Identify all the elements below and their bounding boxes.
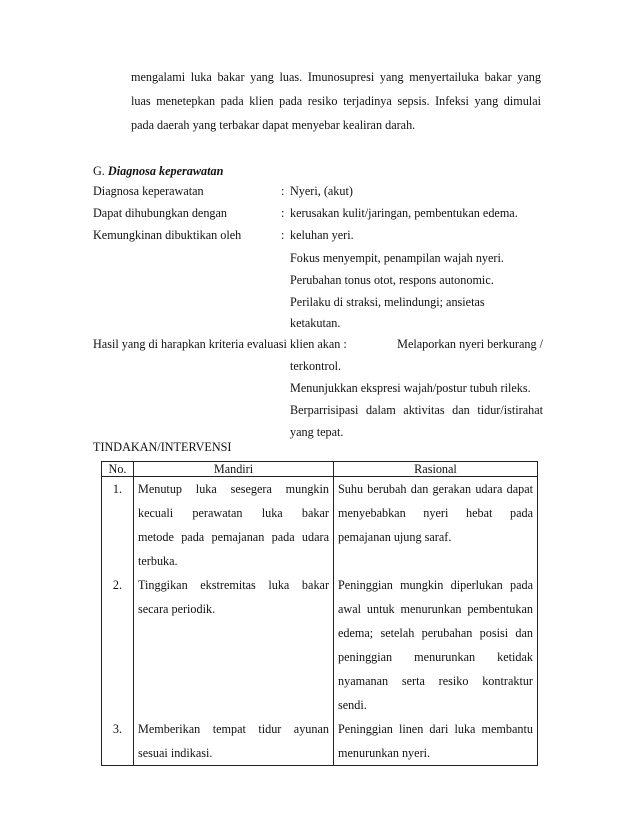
field-colon: : bbox=[281, 228, 285, 242]
mandiri-line: Memberikan tempat tidur ayunan bbox=[138, 722, 329, 736]
header-mandiri: Mandiri bbox=[134, 462, 334, 477]
table-row bbox=[102, 717, 538, 766]
mandiri-cell bbox=[134, 717, 334, 766]
mandiri-line: Menutup luka sesegera mungkin bbox=[138, 482, 329, 496]
outcome-row bbox=[93, 334, 543, 354]
table-header-row bbox=[102, 462, 538, 477]
outcome-line: Menunjukkan ekspresi wajah/postur tubuh rileks. bbox=[290, 381, 531, 395]
rasional-line: awal untuk menurunkan pembentukan bbox=[338, 602, 533, 616]
rasional-line: pemajanan ujung saraf. bbox=[338, 530, 452, 544]
outcome-line: Berparrisipasi dalam aktivitas dan tidur/istirahat bbox=[290, 403, 543, 417]
rasional-cell bbox=[334, 477, 538, 574]
outcome-line: yang tepat. bbox=[290, 425, 344, 439]
row-number: 3. bbox=[102, 717, 134, 766]
rasional-line: nyamanan serta resiko kontraktur bbox=[338, 674, 533, 688]
table-row bbox=[102, 573, 538, 717]
tindakan-title: TINDAKAN/INTERVENSI bbox=[93, 440, 232, 454]
mandiri-cell bbox=[134, 573, 334, 717]
intro-paragraph bbox=[131, 65, 541, 137]
section-prefix: G. bbox=[93, 164, 105, 178]
intervention-table bbox=[101, 461, 538, 766]
rasional-line: edema; setelah perubahan posisi dan bbox=[338, 626, 533, 640]
outcome-line: terkontrol. bbox=[290, 359, 342, 373]
row-number: 2. bbox=[102, 573, 134, 717]
field-colon: : bbox=[281, 206, 285, 220]
rasional-cell bbox=[334, 573, 538, 717]
section-title: Diagnosa keperawatan bbox=[107, 164, 224, 178]
rasional-line: Peninggian linen dari luka membantu bbox=[338, 722, 533, 736]
mandiri-line: kecuali perawatan luka bakar bbox=[138, 506, 329, 520]
field-label: Kemungkinan dibuktikan oleh bbox=[93, 228, 242, 242]
intro-line: luas menetepkan pada klien pada resiko terjadinya sepsis. Infeksi yang dimulai bbox=[131, 94, 541, 108]
section-heading bbox=[93, 161, 223, 181]
rasional-line: peninggian menurunkan ketidak bbox=[338, 650, 533, 664]
field-label: Dapat dihubungkan dengan bbox=[93, 206, 228, 220]
intro-line: mengalami luka bakar yang luas. Imunosupresi yang menyertailuka bakar yang bbox=[131, 70, 541, 84]
field-colon: : bbox=[281, 184, 285, 198]
mandiri-cell bbox=[134, 477, 334, 574]
row-number: 1. bbox=[102, 477, 134, 574]
evidence-line: Fokus menyempit, penampilan wajah nyeri. bbox=[290, 251, 504, 265]
outcome-value: Melaporkan nyeri berkurang / bbox=[397, 337, 543, 351]
rasional-line: sendi. bbox=[338, 698, 367, 712]
rasional-line: Peninggian mungkin diperlukan pada bbox=[338, 578, 533, 592]
header-rasional: Rasional bbox=[334, 462, 538, 477]
mandiri-line: secara periodik. bbox=[138, 602, 216, 616]
rasional-line: menurunkan nyeri. bbox=[338, 746, 431, 760]
mandiri-line: metode pada pemajanan pada udara bbox=[138, 530, 329, 544]
evidence-line: Perilaku di straksi, melindungi; ansietas bbox=[290, 295, 485, 309]
field-label: Diagnosa keperawatan bbox=[93, 184, 204, 198]
header-no: No. bbox=[102, 462, 134, 477]
evidence-line: ketakutan. bbox=[290, 316, 341, 330]
mandiri-line: terbuka. bbox=[138, 554, 178, 568]
table-row bbox=[102, 477, 538, 574]
outcome-label: Hasil yang di harapkan kriteria evaluasi klien akan : bbox=[93, 337, 347, 351]
field-value: Nyeri, (akut) bbox=[290, 184, 353, 198]
rasional-cell bbox=[334, 717, 538, 766]
rasional-line: Suhu berubah dan gerakan udara dapat bbox=[338, 482, 533, 496]
evidence-line: Perubahan tonus otot, respons autonomic. bbox=[290, 273, 494, 287]
mandiri-line: Tinggikan ekstremitas luka bakar bbox=[138, 578, 329, 592]
field-value: kerusakan kulit/jaringan, pembentukan edema. bbox=[290, 206, 518, 220]
rasional-line: menyebabkan nyeri hebat pada bbox=[338, 506, 533, 520]
intro-line: pada daerah yang terbakar dapat menyebar kealiran darah. bbox=[131, 118, 416, 132]
field-value: keluhan yeri. bbox=[290, 228, 354, 242]
mandiri-line: sesuai indikasi. bbox=[138, 746, 213, 760]
